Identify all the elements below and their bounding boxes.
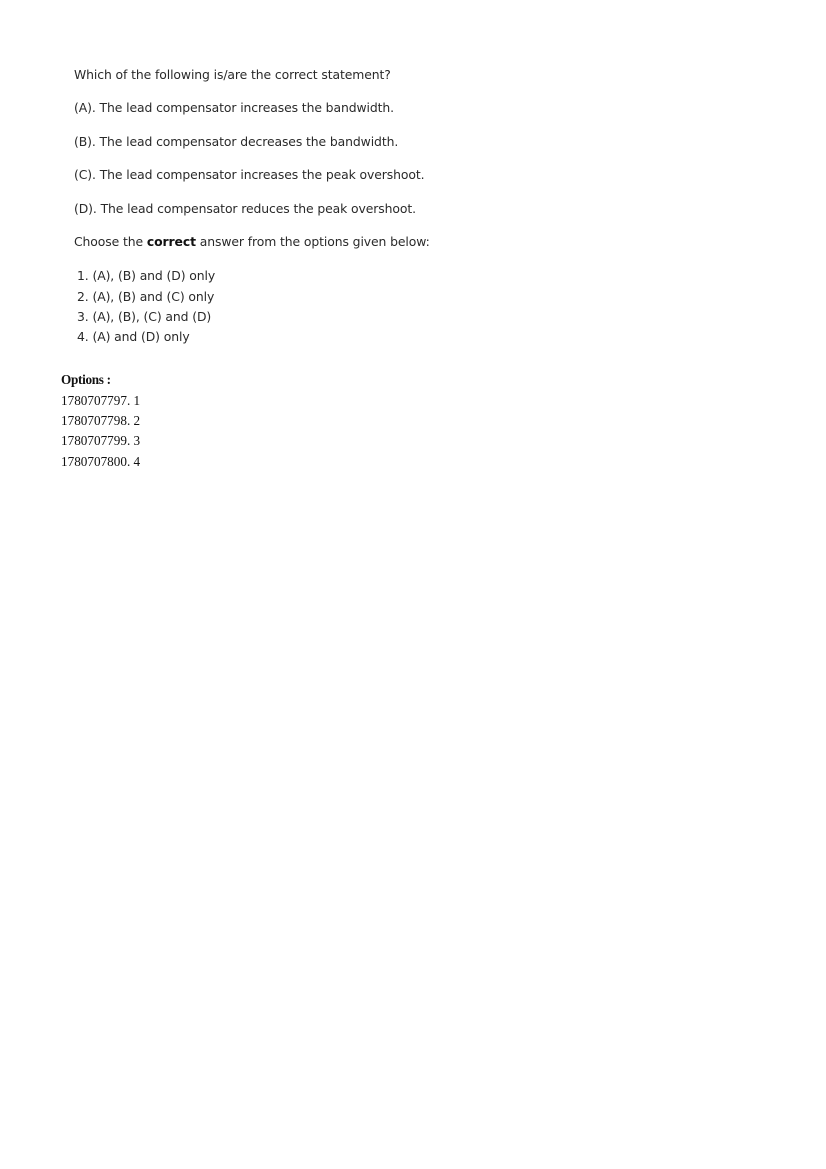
instruction-prefix: Choose the [74,233,147,249]
instruction-suffix: answer from the options given below: [195,233,430,249]
option-row-2: 1780707798. 2 [61,413,141,429]
option-row-4: 1780707800. 4 [61,453,141,469]
question-block [74,66,774,347]
options-heading: Options : [61,372,111,387]
answer-instruction [74,233,774,251]
statement-a: (A). The lead compensator increases the bandwidth. [74,100,394,116]
options-block [61,371,140,472]
answer-choice-2: 2. (A), (B) and (C) only [77,288,215,304]
answer-choice-4: 4. (A) and (D) only [77,328,190,344]
option-row-1: 1780707797. 1 [61,393,141,408]
option-row-3: 1780707799. 3 [61,433,141,449]
statement-b: (B). The lead compensator decreases the bandwidth. [74,133,399,149]
instruction-bold-word: correct [146,233,196,249]
answer-choice-3: 3. (A), (B), (C) and (D) [77,308,212,324]
answer-choice-1: 1. (A), (B) and (D) only [77,268,216,284]
question-stem: Which of the following is/are the correct statement? [74,67,391,82]
statement-c: (C). The lead compensator increases the peak overshoot. [74,167,425,183]
statement-d: (D). The lead compensator reduces the peak overshoot. [74,200,416,216]
answer-choice-list [74,266,774,347]
